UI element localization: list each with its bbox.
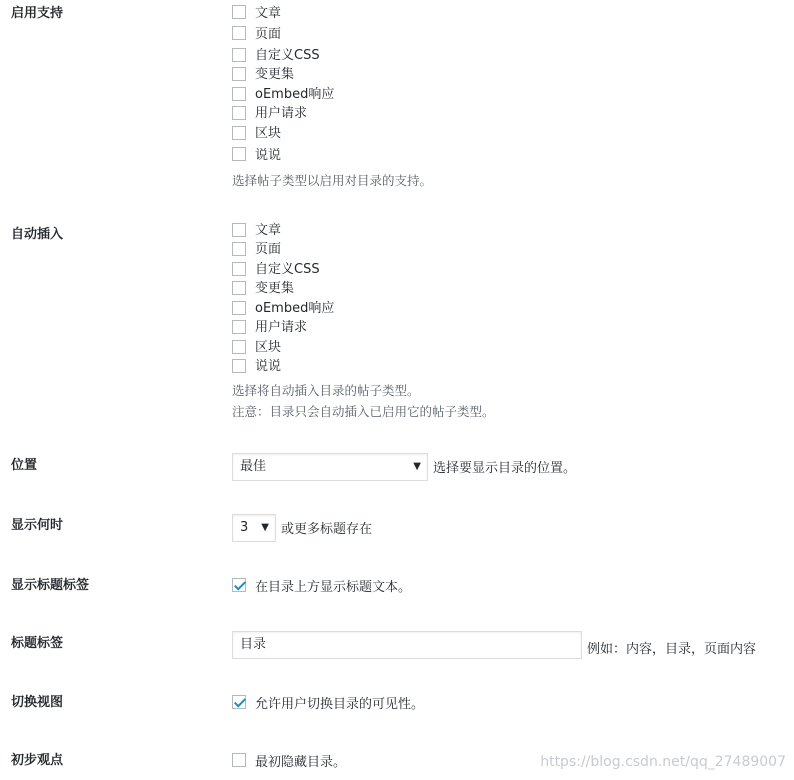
checkbox[interactable] <box>232 87 246 101</box>
enable-support-description: 选择帖子类型以启用对目录的支持。 <box>232 173 433 188</box>
checkbox[interactable] <box>232 359 246 373</box>
title-label-example: 例如：内容，目录，页面内容 <box>587 642 757 657</box>
position-label: 位置 <box>11 458 38 473</box>
heading-count-value: 3 <box>240 520 249 535</box>
toggle-view-label: 切换视图 <box>11 695 64 710</box>
enable-support-label: 启用支持 <box>11 6 64 21</box>
title-label-input-value: 目录 <box>240 637 267 652</box>
checkbox[interactable] <box>232 340 246 354</box>
checkbox[interactable] <box>232 320 246 334</box>
caret-down-icon: ▼ <box>413 461 421 472</box>
checkbox[interactable] <box>232 5 246 19</box>
auto-insert-note: 注意：目录只会自动插入已启用它的帖子类型。 <box>232 404 495 419</box>
option-label: 文章 <box>255 6 282 21</box>
option-label: 说说 <box>255 148 282 163</box>
option-label: 自定义CSS <box>255 48 320 63</box>
checkbox[interactable] <box>232 126 246 140</box>
show-title-label-label: 显示标题标签 <box>11 578 90 593</box>
checkbox[interactable] <box>232 301 246 315</box>
option-label: 用户请求 <box>255 106 308 121</box>
option-label: 允许用户切换目录的可见性。 <box>255 697 425 712</box>
option-label: oEmbed响应 <box>255 301 335 316</box>
position-select[interactable] <box>232 453 428 481</box>
title-label-label: 标题标签 <box>11 636 64 651</box>
caret-down-icon: ▼ <box>261 522 269 533</box>
checkbox-checked[interactable] <box>232 578 246 592</box>
checkbox[interactable] <box>232 67 246 81</box>
option-label: 文章 <box>255 223 282 238</box>
checkbox[interactable] <box>232 48 246 62</box>
option-label: 页面 <box>255 242 282 257</box>
initial-view-label: 初步观点 <box>11 753 64 768</box>
checkbox[interactable] <box>232 753 246 767</box>
checkbox-checked[interactable] <box>232 695 246 709</box>
show-when-help: 或更多标题存在 <box>281 522 373 537</box>
heading-count-select[interactable] <box>232 514 276 542</box>
option-label: 页面 <box>255 27 282 42</box>
checkbox[interactable] <box>232 106 246 120</box>
checkbox[interactable] <box>232 147 246 161</box>
checkbox[interactable] <box>232 281 246 295</box>
checkbox[interactable] <box>232 26 246 40</box>
checkbox[interactable] <box>232 242 246 256</box>
option-label: 区块 <box>255 340 282 355</box>
option-label: oEmbed响应 <box>255 87 335 102</box>
option-label: 在目录上方显示标题文本。 <box>255 580 412 595</box>
watermark-text: https://blog.csdn.net/qq_27489007 <box>540 754 786 770</box>
position-select-value: 最佳 <box>240 459 267 474</box>
option-label: 说说 <box>255 359 282 374</box>
option-label: 最初隐藏目录。 <box>255 755 347 770</box>
position-help: 选择要显示目录的位置。 <box>433 461 577 476</box>
option-label: 用户请求 <box>255 320 308 335</box>
option-label: 区块 <box>255 126 282 141</box>
title-label-input[interactable] <box>232 631 582 659</box>
checkbox[interactable] <box>232 262 246 276</box>
option-label: 自定义CSS <box>255 262 320 277</box>
checkbox[interactable] <box>232 223 246 237</box>
option-label: 变更集 <box>255 281 295 296</box>
auto-insert-label: 自动插入 <box>11 227 64 242</box>
auto-insert-description: 选择将自动插入目录的帖子类型。 <box>232 383 420 398</box>
show-when-label: 显示何时 <box>11 518 64 533</box>
option-label: 变更集 <box>255 67 295 82</box>
